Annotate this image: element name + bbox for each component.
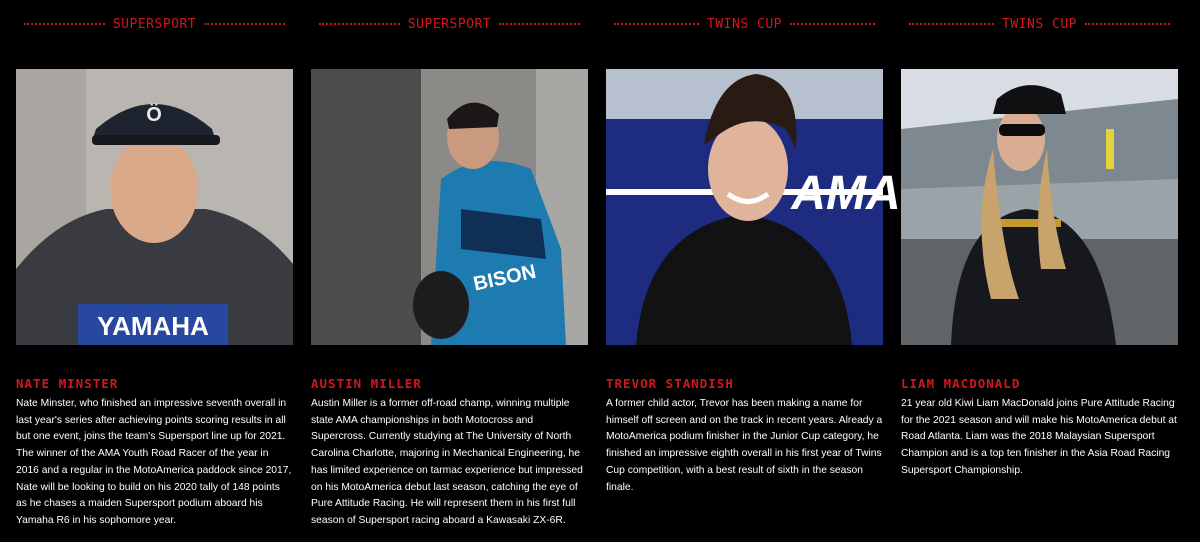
rider-name: TREVOR STANDISH [606, 376, 734, 391]
rider-bio: Austin Miller is a former off-road champ, winning multiple state AMA championships in both Motocross and Supercross. Currently studying at The University of North Carolina Charlotte, majoring in Mechanical Engineering, he has limited experience on tarmac experience but impressed on his MotoAmerica debut last season, catching the eye of Pure Attitude Racing. He will represent them in his first full season of Supersport racing aboard a Kawasaki ZX-6R. [311, 398, 583, 526]
svg-text:Ö: Ö [146, 104, 162, 126]
rider-photo [901, 69, 1178, 345]
dotted-divider [790, 23, 875, 25]
dotted-divider [499, 23, 580, 25]
dotted-divider [1085, 23, 1170, 25]
rider-bio: A former child actor, Trevor has been making a name for himself off screen and on the track in recent years. Already a MotoAmerica podium finisher in the Junior Cup category, he finished an impressive eighth overall in his first year of Twins Cup competition, with a best result of sixth in the season finale. [606, 398, 883, 493]
category-heading [16, 16, 293, 32]
rider-bio: 21 year old Kiwi Liam MacDonald joins Pure Attitude Racing for the 2021 season and will make his MotoAmerica debut at Road Atlanta. Liam was the 2018 Malaysian Supersport Champion and is a top ten finisher in the Asia Road Racing Supersport Championship. [901, 398, 1177, 476]
category-heading [311, 16, 588, 32]
category-label: SUPERSPORT [407, 16, 492, 32]
svg-text:YAMAHA: YAMAHA [97, 311, 209, 341]
category-heading [901, 16, 1178, 32]
dotted-divider [909, 23, 994, 25]
dotted-divider [204, 23, 285, 25]
rider-name: LIAM MACDONALD [901, 376, 1021, 391]
rider-photo [16, 69, 293, 345]
category-heading [606, 16, 883, 32]
rider-name: AUSTIN MILLER [311, 376, 422, 391]
category-label: TWINS CUP [1002, 16, 1077, 32]
dotted-divider [614, 23, 699, 25]
category-label: SUPERSPORT [112, 16, 197, 32]
rider-bio: Nate Minster, who finished an impressive seventh overall in last year's series after achieving points scoring results in all but one event, joins the team's Supersport line up for 2021. The winner of the AMA Youth Road Racer of the year in 2016 and a regular in the MotoAmerica paddock since 2017, Nate will be looking to build on his 2020 tally of 148 points as he chases a maiden Supersport podium aboard his Yamaha R6 in his sophomore year. [16, 398, 292, 526]
dotted-divider [319, 23, 400, 25]
rider-name: NATE MINSTER [16, 376, 119, 391]
svg-text:AMA: AMA [791, 167, 901, 220]
category-label: TWINS CUP [707, 16, 782, 32]
svg-text:BISON: BISON [471, 260, 539, 296]
rider-photo [311, 69, 588, 345]
rider-photo [606, 69, 901, 345]
dotted-divider [24, 23, 105, 25]
